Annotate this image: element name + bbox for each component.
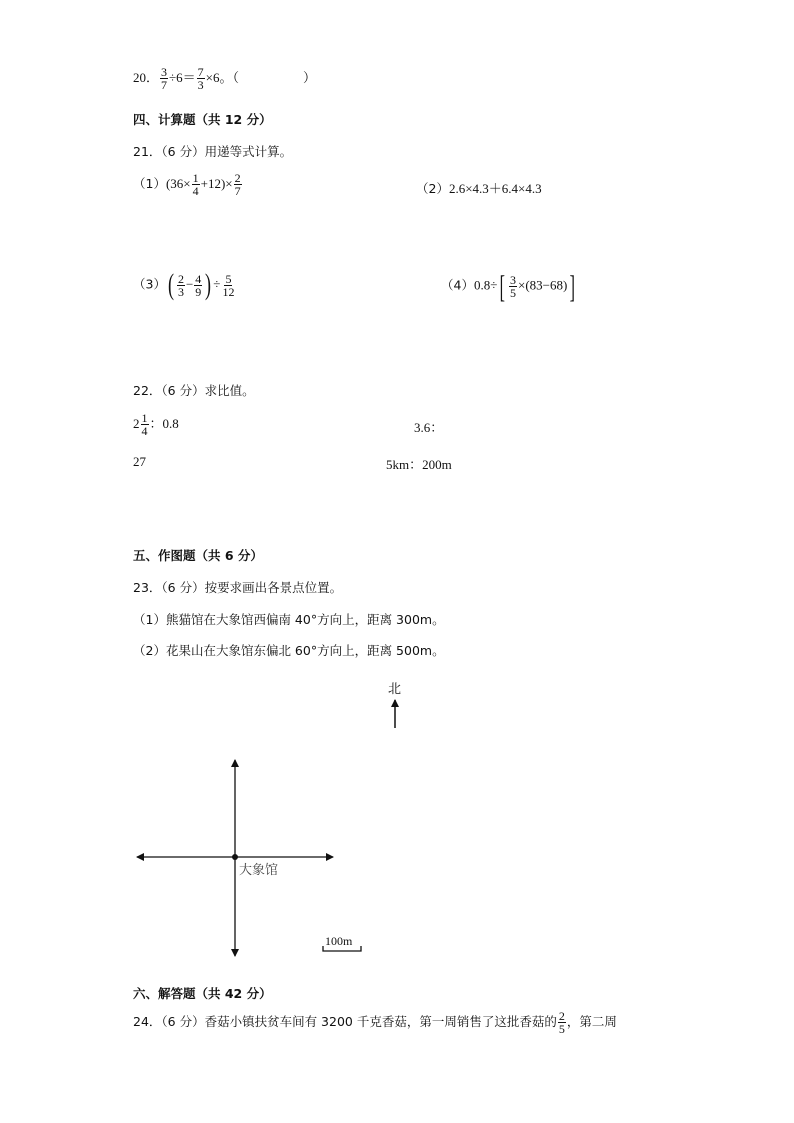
section-6-title: 六、解答题（共 42 分） — [133, 986, 272, 1001]
q22-item-b: 3.6： — [414, 420, 444, 435]
q21-part-3: （3）( $\frac{2}{3}$ − $\frac{4}{9}$ ) ÷ $\frac{5}{12}$ — [133, 268, 235, 301]
center-point — [232, 854, 238, 860]
fraction: $\frac{3}{7}$ — [161, 65, 168, 92]
q23-part-1: （1）熊猫馆在大象馆西偏南 40°方向上，距离 300m。 — [133, 612, 445, 627]
north-label: 北 — [388, 682, 402, 697]
fraction: $\frac{7}{3}$ — [197, 65, 204, 92]
q22-item-d: 5km：200m — [386, 457, 452, 472]
q22-item-c: 27 — [133, 454, 146, 469]
q23-part-2: （2）花果山在大象馆东偏北 60°方向上，距离 500m。 — [133, 643, 445, 658]
question-20: 20． $\frac{3}{7}$ ÷6＝ $\frac{7}{3}$ ×6。（ ） — [133, 65, 317, 92]
question-24: 24．（6 分）香菇小镇扶贫车间有 3200 千克香菇，第一周销售了这批香菇的 $\frac{2}{5}$ ，第二周 — [133, 1009, 617, 1036]
question-23-stem: 23．（6 分）按要求画出各景点位置。 — [133, 580, 343, 595]
question-22-stem: 22．（6 分）求比值。 — [133, 383, 255, 398]
q22-item-a: 2 $\frac{1}{4}$ ：0.8 — [133, 411, 179, 438]
compass-diagram[interactable] — [0, 670, 794, 970]
section-4-title: 四、计算题（共 12 分） — [133, 112, 272, 127]
q21-part-2: （2）2.6×4.3＋6.4×4.3 — [416, 181, 542, 196]
q21-part-1: （1）(36× $\frac{1}{4}$ +12)× $\frac{2}{7}$ — [133, 171, 241, 198]
center-label: 大象馆 — [239, 863, 279, 878]
q21-part-4: （4）0.8÷[ $\frac{3}{5}$ ×(83−68)] — [441, 268, 576, 304]
q20-number: 20． — [133, 70, 160, 85]
section-5-title: 五、作图题（共 6 分） — [133, 548, 263, 563]
scale-label: 100m — [325, 934, 353, 948]
question-21-stem: 21．（6 分）用递等式计算。 — [133, 144, 293, 159]
